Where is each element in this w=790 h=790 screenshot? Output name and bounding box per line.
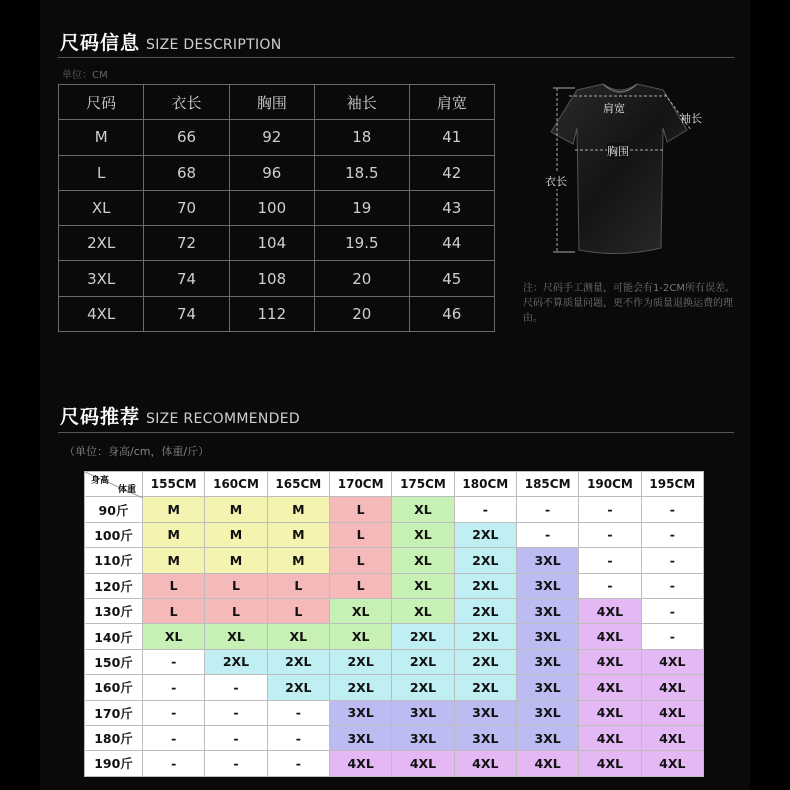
- table-cell: 43: [409, 190, 494, 225]
- size-recommendation-table: [84, 471, 704, 777]
- size-cell: 2XL: [392, 624, 454, 649]
- table-row: [59, 261, 495, 296]
- table-row: [85, 751, 704, 776]
- height-header: 175CM: [392, 472, 454, 497]
- column-header: 袖长: [314, 85, 409, 120]
- section-title-en: SIZE RECOMMENDED: [146, 411, 300, 427]
- unit-label: （单位：身高/cm，体重/斤）: [64, 445, 210, 458]
- size-cell: XL: [392, 573, 454, 598]
- sleeve-label: 袖长: [680, 112, 702, 125]
- size-cell: -: [641, 573, 703, 598]
- size-cell: -: [579, 522, 641, 547]
- size-cell: M: [205, 497, 267, 522]
- table-row: [59, 190, 495, 225]
- table-cell: 45: [409, 261, 494, 296]
- size-cell: -: [641, 548, 703, 573]
- size-cell: 4XL: [516, 751, 578, 776]
- table-cell: 18: [314, 120, 409, 155]
- size-cell: M: [143, 522, 205, 547]
- corner-header: [85, 472, 143, 497]
- size-cell: 4XL: [579, 725, 641, 750]
- size-cell: 2XL: [392, 675, 454, 700]
- size-cell: -: [579, 548, 641, 573]
- weight-header: 180斤: [85, 725, 143, 750]
- table-cell: 2XL: [59, 226, 144, 261]
- size-cell: -: [205, 675, 267, 700]
- column-header: 尺码: [59, 85, 144, 120]
- size-cell: 4XL: [579, 751, 641, 776]
- size-cell: L: [329, 548, 391, 573]
- table-cell: 66: [144, 120, 229, 155]
- size-cell: M: [143, 497, 205, 522]
- size-cell: 3XL: [516, 598, 578, 623]
- weight-header: 140斤: [85, 624, 143, 649]
- size-cell: -: [143, 751, 205, 776]
- table-row: [85, 573, 704, 598]
- weight-header: 170斤: [85, 700, 143, 725]
- size-cell: 3XL: [392, 700, 454, 725]
- size-cell: M: [205, 522, 267, 547]
- size-cell: XL: [329, 598, 391, 623]
- size-cell: -: [579, 497, 641, 522]
- height-header: 185CM: [516, 472, 578, 497]
- height-header: 165CM: [267, 472, 329, 497]
- table-cell: 44: [409, 226, 494, 261]
- size-cell: -: [143, 700, 205, 725]
- size-cell: -: [516, 522, 578, 547]
- size-cell: XL: [392, 548, 454, 573]
- size-cell: 4XL: [641, 649, 703, 674]
- table-row: [59, 120, 495, 155]
- size-cell: 3XL: [454, 725, 516, 750]
- table-cell: 20: [314, 261, 409, 296]
- table-cell: 42: [409, 155, 494, 190]
- size-cell: 3XL: [516, 649, 578, 674]
- size-cell: 2XL: [454, 649, 516, 674]
- size-cell: 3XL: [516, 548, 578, 573]
- table-row: [59, 155, 495, 190]
- section-title-en: SIZE DESCRIPTION: [146, 37, 282, 53]
- size-cell: L: [205, 573, 267, 598]
- weight-header: 120斤: [85, 573, 143, 598]
- size-cell: -: [205, 751, 267, 776]
- measurement-note: 注：尺码手工测量，可能会有1-2CM所有误差。尺码不算质量问题，更不作为质量退换运费的理由。: [523, 283, 735, 324]
- height-header: 155CM: [143, 472, 205, 497]
- size-cell: 3XL: [329, 725, 391, 750]
- table-row: [85, 725, 704, 750]
- header-row: [85, 472, 704, 497]
- size-description-table: [58, 84, 495, 332]
- table-row: [59, 296, 495, 331]
- table-row: [85, 624, 704, 649]
- size-cell: M: [267, 522, 329, 547]
- table-cell: 74: [144, 261, 229, 296]
- size-cell: L: [267, 573, 329, 598]
- table-cell: 108: [229, 261, 314, 296]
- size-cell: -: [641, 598, 703, 623]
- size-cell: 4XL: [579, 624, 641, 649]
- size-cell: 2XL: [267, 649, 329, 674]
- size-cell: L: [267, 598, 329, 623]
- table-row: [85, 522, 704, 547]
- table-row: [85, 548, 704, 573]
- column-header: 衣长: [144, 85, 229, 120]
- size-cell: -: [143, 649, 205, 674]
- size-cell: -: [516, 497, 578, 522]
- size-cell: 4XL: [454, 751, 516, 776]
- size-cell: L: [143, 573, 205, 598]
- section-title-cn: 尺码信息: [60, 32, 141, 54]
- size-cell: 2XL: [329, 675, 391, 700]
- size-cell: L: [329, 522, 391, 547]
- table-row: [85, 675, 704, 700]
- size-cell: 2XL: [454, 522, 516, 547]
- table-cell: 4XL: [59, 296, 144, 331]
- size-cell: M: [267, 548, 329, 573]
- size-cell: M: [143, 548, 205, 573]
- size-description-title: [60, 28, 281, 55]
- size-cell: 2XL: [329, 649, 391, 674]
- size-cell: -: [267, 700, 329, 725]
- table-cell: 18.5: [314, 155, 409, 190]
- size-cell: -: [143, 725, 205, 750]
- size-cell: 3XL: [516, 624, 578, 649]
- divider: [58, 432, 734, 433]
- size-cell: 2XL: [267, 675, 329, 700]
- table-cell: 100: [229, 190, 314, 225]
- size-cell: 4XL: [579, 675, 641, 700]
- column-header: 胸围: [229, 85, 314, 120]
- unit-label: 单位：CM: [62, 70, 108, 81]
- size-cell: XL: [205, 624, 267, 649]
- size-cell: XL: [143, 624, 205, 649]
- size-cell: 4XL: [641, 675, 703, 700]
- size-cell: 3XL: [516, 700, 578, 725]
- size-cell: 2XL: [392, 649, 454, 674]
- size-cell: 3XL: [392, 725, 454, 750]
- size-cell: L: [205, 598, 267, 623]
- table-row: [85, 497, 704, 522]
- size-cell: L: [143, 598, 205, 623]
- table-cell: 96: [229, 155, 314, 190]
- size-cell: 4XL: [641, 751, 703, 776]
- size-cell: 2XL: [454, 548, 516, 573]
- size-cell: M: [267, 497, 329, 522]
- size-cell: 4XL: [579, 598, 641, 623]
- size-cell: XL: [329, 624, 391, 649]
- shirt-diagram: [535, 80, 735, 270]
- size-cell: M: [205, 548, 267, 573]
- size-cell: 3XL: [516, 725, 578, 750]
- section-title-cn: 尺码推荐: [60, 406, 141, 428]
- height-header: 170CM: [329, 472, 391, 497]
- size-cell: -: [267, 725, 329, 750]
- table-cell: M: [59, 120, 144, 155]
- size-cell: 2XL: [205, 649, 267, 674]
- table-row: [85, 700, 704, 725]
- table-cell: 19: [314, 190, 409, 225]
- table-cell: 19.5: [314, 226, 409, 261]
- height-header: 190CM: [579, 472, 641, 497]
- table-cell: 104: [229, 226, 314, 261]
- size-recommended-title: [60, 402, 300, 429]
- size-cell: 3XL: [516, 573, 578, 598]
- table-cell: 92: [229, 120, 314, 155]
- height-header: 180CM: [454, 472, 516, 497]
- size-cell: -: [205, 725, 267, 750]
- size-cell: L: [329, 573, 391, 598]
- weight-header: 90斤: [85, 497, 143, 522]
- weight-header: 100斤: [85, 522, 143, 547]
- table-cell: 74: [144, 296, 229, 331]
- size-cell: 2XL: [454, 624, 516, 649]
- size-cell: 3XL: [516, 675, 578, 700]
- table-cell: 20: [314, 296, 409, 331]
- shoulder-label: 肩宽: [603, 102, 625, 115]
- height-header: 195CM: [641, 472, 703, 497]
- header-row: [59, 85, 495, 120]
- size-cell: 2XL: [454, 598, 516, 623]
- table-cell: 68: [144, 155, 229, 190]
- height-header: 160CM: [205, 472, 267, 497]
- size-cell: -: [143, 675, 205, 700]
- size-cell: XL: [392, 497, 454, 522]
- size-cell: XL: [392, 598, 454, 623]
- size-cell: -: [641, 522, 703, 547]
- size-cell: -: [267, 751, 329, 776]
- size-cell: 4XL: [392, 751, 454, 776]
- size-cell: 3XL: [329, 700, 391, 725]
- column-header: 肩宽: [409, 85, 494, 120]
- chest-label: 胸围: [607, 145, 629, 158]
- size-cell: -: [579, 573, 641, 598]
- table-cell: XL: [59, 190, 144, 225]
- size-cell: 4XL: [579, 649, 641, 674]
- table-cell: 112: [229, 296, 314, 331]
- divider: [58, 57, 734, 58]
- weight-header: 160斤: [85, 675, 143, 700]
- size-cell: 2XL: [454, 675, 516, 700]
- size-cell: L: [329, 497, 391, 522]
- size-cell: 3XL: [454, 700, 516, 725]
- size-cell: -: [641, 624, 703, 649]
- table-cell: 72: [144, 226, 229, 261]
- table-row: [85, 598, 704, 623]
- size-cell: -: [205, 700, 267, 725]
- size-cell: 4XL: [641, 700, 703, 725]
- size-cell: 4XL: [329, 751, 391, 776]
- table-row: [59, 226, 495, 261]
- size-cell: 4XL: [579, 700, 641, 725]
- size-cell: XL: [392, 522, 454, 547]
- table-cell: 46: [409, 296, 494, 331]
- weight-axis-label: 体重: [117, 485, 136, 496]
- table-cell: L: [59, 155, 144, 190]
- size-cell: 2XL: [454, 573, 516, 598]
- size-cell: XL: [267, 624, 329, 649]
- table-cell: 70: [144, 190, 229, 225]
- size-cell: -: [641, 497, 703, 522]
- table-cell: 3XL: [59, 261, 144, 296]
- table-cell: 41: [409, 120, 494, 155]
- weight-header: 110斤: [85, 548, 143, 573]
- table-row: [85, 649, 704, 674]
- length-label: 衣长: [545, 175, 567, 188]
- weight-header: 130斤: [85, 598, 143, 623]
- size-cell: -: [454, 497, 516, 522]
- weight-header: 190斤: [85, 751, 143, 776]
- weight-header: 150斤: [85, 649, 143, 674]
- size-cell: 4XL: [641, 725, 703, 750]
- height-axis-label: 身高: [91, 476, 110, 486]
